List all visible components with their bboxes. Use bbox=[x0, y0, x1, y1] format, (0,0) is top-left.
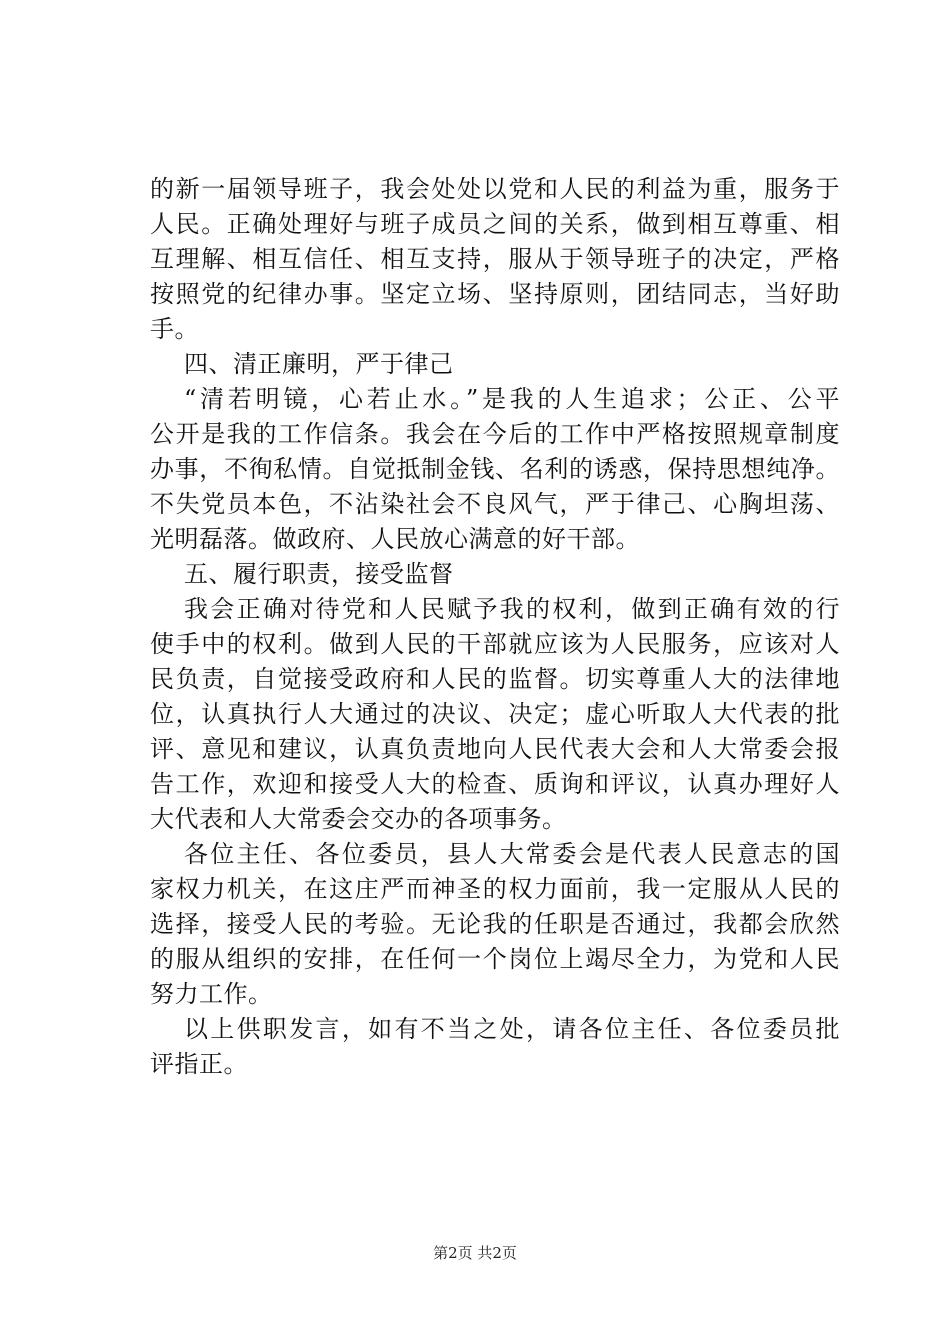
text-line: 评指正。 bbox=[150, 1050, 248, 1078]
document-body bbox=[150, 172, 840, 1082]
text-line: 位，认真执行人大通过的决议、决定；虚心听取人大代表的批 bbox=[150, 700, 840, 728]
text-line: 各位主任、各位委员，县人大常委会是代表人民意志的国 bbox=[184, 840, 840, 868]
text-line: 使手中的权利。做到人民的干部就应该为人民服务，应该对人 bbox=[150, 630, 840, 658]
text-line: 评、意见和建议，认真负责地向人民代表大会和人大常委会报 bbox=[150, 735, 840, 763]
text-line: “清若明镜，心若止水。”是我的人生追求；公正、公平 bbox=[184, 385, 840, 413]
text-line: 人民。正确处理好与班子成员之间的关系，做到相互尊重、相 bbox=[150, 210, 840, 238]
text-line: 不失党员本色，不沾染社会不良风气，严于律己、心胸坦荡、 bbox=[150, 490, 840, 518]
text-line: 按照党的纪律办事。坚定立场、坚持原则，团结同志，当好助 bbox=[150, 280, 840, 308]
text-line: 光明磊落。做政府、人民放心满意的好干部。 bbox=[150, 525, 640, 553]
text-line: 选择，接受人民的考验。无论我的任职是否通过，我都会欣然 bbox=[150, 910, 840, 938]
text-line: 民负责，自觉接受政府和人民的监督。切实尊重人大的法律地 bbox=[150, 665, 840, 693]
text-line: 家权力机关，在这庄严而神圣的权力面前，我一定服从人民的 bbox=[150, 875, 840, 903]
text-line: 办事，不徇私情。自觉抵制金钱、名利的诱惑，保持思想纯净。 bbox=[150, 455, 840, 483]
section-heading: 四、清正廉明，严于律己 bbox=[184, 350, 454, 378]
text-line: 互理解、相互信任、相互支持，服从于领导班子的决定，严格 bbox=[150, 245, 840, 273]
text-line: 我会正确对待党和人民赋予我的权利，做到正确有效的行 bbox=[184, 595, 840, 623]
text-line: 告工作，欢迎和接受人大的检查、质询和评议，认真办理好人 bbox=[150, 770, 840, 798]
text-line: 手。 bbox=[150, 315, 199, 343]
text-line: 努力工作。 bbox=[150, 980, 273, 1008]
page-footer: 第2页 共2页 bbox=[433, 1244, 517, 1262]
text-line: 以上供职发言，如有不当之处，请各位主任、各位委员批 bbox=[184, 1015, 840, 1043]
text-line: 公开是我的工作信条。我会在今后的工作中严格按照规章制度 bbox=[150, 420, 840, 448]
text-line: 的新一届领导班子，我会处处以党和人民的利益为重，服务于 bbox=[150, 175, 840, 203]
section-heading: 五、履行职责，接受监督 bbox=[184, 560, 454, 588]
text-line: 的服从组织的安排，在任何一个岗位上竭尽全力，为党和人民 bbox=[150, 945, 840, 973]
text-line: 大代表和人大常委会交办的各项事务。 bbox=[150, 805, 567, 833]
